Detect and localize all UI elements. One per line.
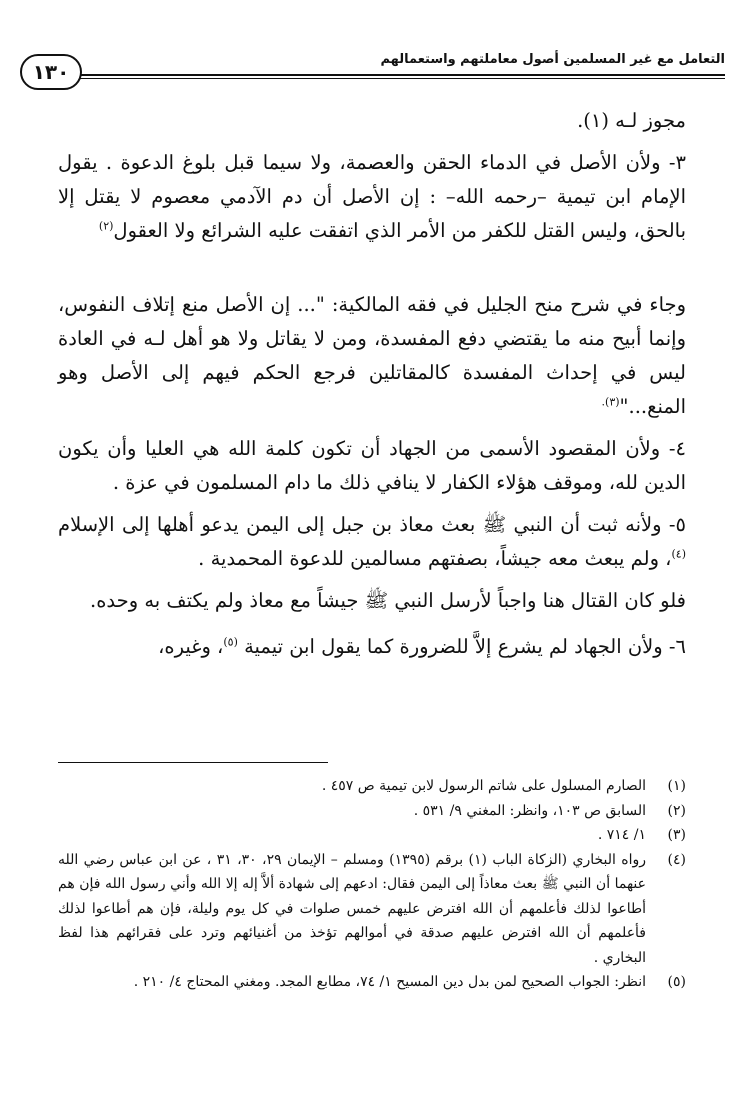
- header-rule: [80, 74, 725, 79]
- footnotes: [58, 774, 686, 995]
- paragraph-3: وجاء في شرح منح الجليل في فقه المالكية: "... إن الأصل منع إتلاف النفوس، وإنما أبيح منه ما يقتضي دفع المفسدة، ومن لا يقاتل ولا هو أهل لـه في العادة ليس في إحداث المفسدة كالمقاتلين فرجع الحكم فيهم إلى الأصل وهو المنع..."$^{(٣).}$: [58, 293, 686, 418]
- paragraph-4: ٤- ولأن المقصود الأسمى من الجهاد أن تكون كلمة الله هي العليا وأن يكون الدين لله، وموقف هؤلاء الكفار لا ينافي ذلك ما دام المسلمون في عزة .: [58, 437, 686, 494]
- footnote-2: (٢) السابق ص ١٠٣، وانظر: المغني ٩/ ٥٣١ .: [413, 802, 686, 819]
- paragraph-5: ٥- ولأنه ثبت أن النبي ﷺ بعث معاذ بن جبل إلى اليمن يدعو أهلها إلى الإسلام $^{(٤)}$، ولم يبعث معه جيشاً، بصفتهم مسالمين للدعوة المحمدية .: [58, 513, 686, 570]
- paragraph-1: مجوز لـه (١).: [577, 109, 686, 132]
- body-text: [58, 104, 686, 664]
- footnote-1: (١) الصارم المسلول على شاتم الرسول لابن تيمية ص ٤٥٧ .: [321, 778, 686, 794]
- footnote-ref-5: (٥): [223, 635, 238, 649]
- footnote-3: (٣) ١/ ٧١٤ .: [597, 827, 686, 843]
- footnote-5: (٥) انظر: الجواب الصحيح لمن بدل دين المسيح ١/ ٧٤، مطابع المجد. ومغني المحتاج ٤/ ٢١٠ .: [133, 974, 686, 990]
- footnote-separator: [58, 762, 328, 763]
- footnote-ref-3: (٣).: [601, 395, 620, 409]
- running-header-title: التعامل مع غير المسلمين أصول معاملتهم واستعمالهم: [380, 52, 725, 67]
- running-header: [20, 50, 725, 98]
- paragraph-2: ٣- ولأن الأصل في الدماء الحقن والعصمة، ولا سيما قبل بلوغ الدعوة . يقول الإمام ابن تيمية –رحمه الله– : إن الأصل أن دم الآدمي معصوم لا يقتل إلا بالحق، وليس القتل للكفر من الأمر الذي اتفقت عليه الشرائع ولا العقول$^{(٢)}$: [58, 151, 686, 242]
- footnote-ref-2: (٢): [98, 219, 114, 233]
- page-number: ١٣٠: [20, 54, 82, 90]
- paragraph-7: ٦- ولأن الجهاد لم يشرع إلاَّ للضرورة كما يقول ابن تيمية $^{(٥)}$، وغيره،: [158, 635, 686, 658]
- footnote-ref-4: (٤): [671, 547, 686, 561]
- footnote-4: (٤) رواه البخاري (الزكاة الباب (١) برقم (١٣٩٥) ومسلم – الإيمان ٢٩، ٣٠، ٣١ ، عن ابن عباس رضي الله عنهما أن النبي ﷺ بعث معاذاً إلى اليمن فقال: ادعهم إلى شهادة ألاَّ إله إلا الله وأني رسول الله فإن هم أطاعوا لذلك فأعلمهم أن الله افترض عليهم خمس صلوات في كل يوم وليلة، فإن هم أطاعوا لذلك فأعلمهم أن الله افترض عليهم صدقة في أموالهم تؤخذ من أغنيائهم وترد على فقرائهم هذا لفظ البخاري .: [58, 851, 686, 966]
- paragraph-6: فلو كان القتال هنا واجباً لأرسل النبي ﷺ جيشاً مع معاذ ولم يكتف به وحده.: [90, 589, 686, 612]
